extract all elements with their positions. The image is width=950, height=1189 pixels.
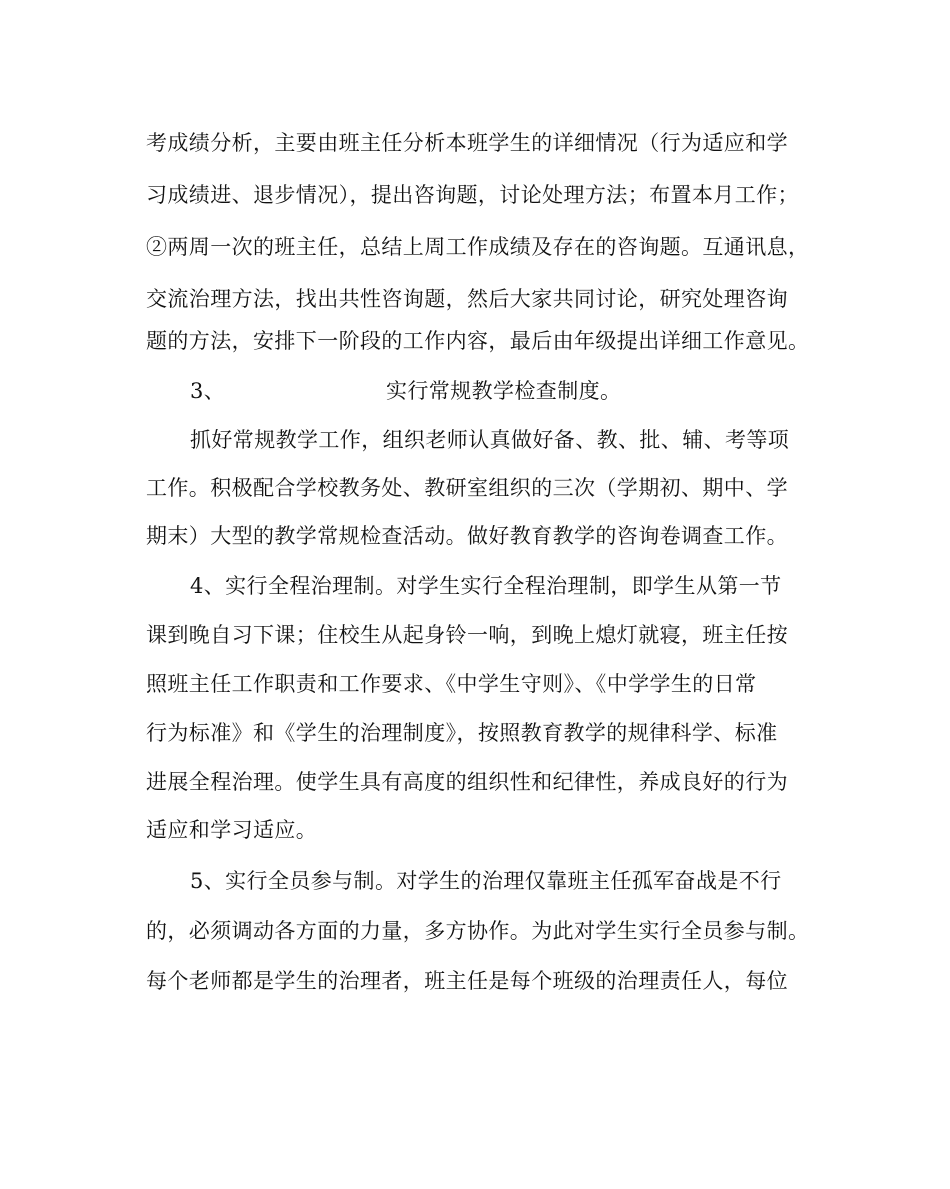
paragraph-line: 每个老师都是学生的治理者，班主任是每个班级的治理责任人，每位 [146, 969, 788, 993]
paragraph-line: 习成绩进、退步情况），提出咨询题，讨论处理方法；布置本月工作； [146, 183, 799, 207]
paragraph-line: 工作。积极配合学校教务处、教研室组织的三次（学期初、期中、学 [146, 476, 788, 500]
paragraph-line: 5、实行全员参与制。对学生的治理仅靠班主任孤军奋战是不行 [190, 869, 782, 893]
section-number: 3、 [190, 379, 226, 403]
paragraph-line: 抓好常规教学工作，组织老师认真做好备、教、批、辅、考等项 [190, 428, 790, 452]
paragraph-line: ②两周一次的班主任，总结上周工作成绩及存在的咨询题。互通讯息， [146, 235, 810, 259]
paragraph-line: 照班主任工作职责和工作要求、《中学生守则》、《中学学生的日常 [146, 672, 757, 696]
paragraph-line: 适应和学习适应。 [146, 818, 318, 842]
paragraph-line: 课到晚自习下课；住校生从起身铃一响，到晚上熄灯就寝，班主任按 [146, 623, 788, 647]
paragraph-line: 题的方法，安排下一阶段的工作内容，最后由年级提出详细工作意见。 [146, 329, 810, 353]
paragraph-line: 行为标准》和《学生的治理制度》，按照教育教学的规律科学、标准 [146, 721, 778, 745]
paragraph-line: 考成绩分析，主要由班主任分析本班学生的详细情况（行为适应和学 [146, 131, 788, 155]
paragraph-line: 的，必须调动各方面的力量，多方协作。为此对学生实行全员参与制。 [146, 919, 810, 943]
paragraph-line: 进展全程治理。使学生具有高度的组织性和纪律性，养成良好的行为 [146, 770, 788, 794]
paragraph-line: 4、实行全程治理制。对学生实行全程治理制，即学生从第一节 [190, 574, 782, 598]
paragraph-line: 期末）大型的教学常规检查活动。做好教育教学的咨询卷调查工作。 [146, 524, 788, 548]
section-heading: 实行常规教学检查制度。 [386, 379, 622, 403]
paragraph-line: 交流治理方法，找出共性咨询题，然后大家共同讨论，研究处理咨询 [146, 287, 788, 311]
